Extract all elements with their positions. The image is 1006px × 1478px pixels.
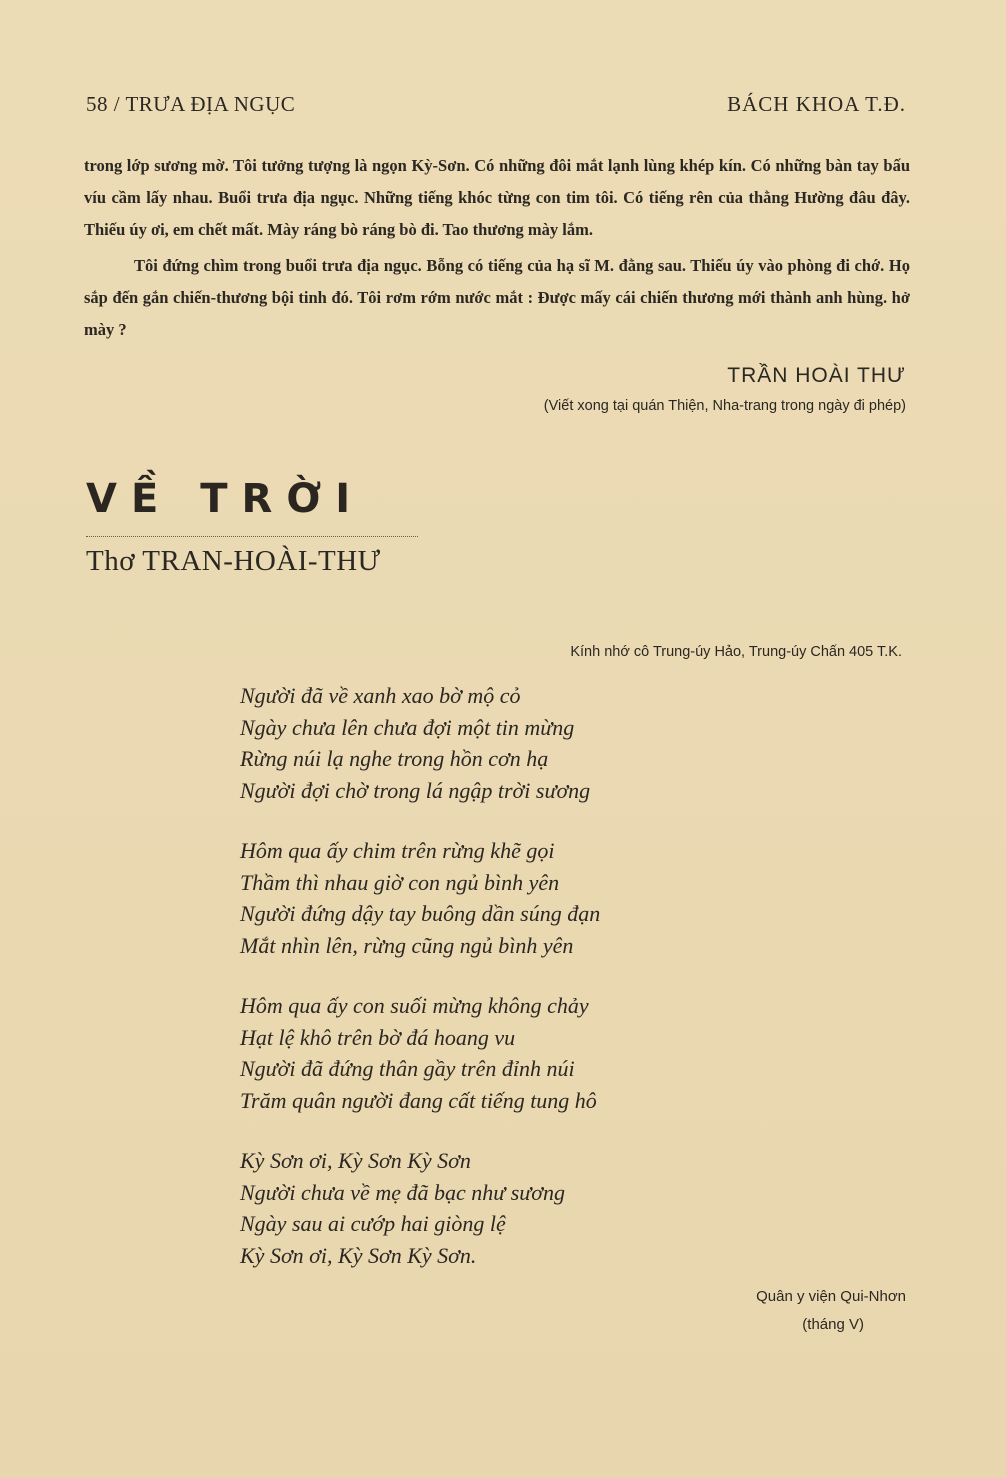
poem-line: Ngày chưa lên chưa đợi một tin mừng bbox=[240, 714, 575, 740]
poem-line: Hạt lệ khô trên bờ đá hoang vu bbox=[240, 1024, 516, 1050]
poem-stanza bbox=[240, 680, 600, 806]
poem-line: Hôm qua ấy con suối mừng không chảy bbox=[240, 993, 589, 1018]
story-signature bbox=[544, 364, 906, 414]
poem-signoff bbox=[756, 1283, 906, 1339]
poem-line: Người đã về xanh xao bờ mộ cỏ bbox=[240, 683, 521, 708]
writing-place: Quân y viện Qui-Nhơn bbox=[756, 1288, 906, 1305]
magazine-name: BÁCH KHOA T.Đ. bbox=[727, 92, 906, 116]
poem-byline: Thơ TRAN-HOÀI-THƯ bbox=[86, 545, 381, 577]
poem-line: Mắt nhìn lên, rừng cũng ngủ bình yên bbox=[240, 932, 574, 958]
poem-line: Ngày sau ai cướp hai giòng lệ bbox=[240, 1211, 506, 1236]
author-name: TRẦN HOÀI THƯ bbox=[727, 364, 906, 387]
poem-stanza bbox=[240, 1145, 600, 1271]
poem-body bbox=[240, 680, 600, 1300]
prose-paragraph: trong lớp sương mờ. Tôi tưởng tượng là ngọn Kỳ-Sơn. Có những đôi mắt lạnh lùng khép kín. Có những bàn tay bấu víu cầm lấy nhau. Buổi trưa địa ngục. Những tiếng khóc từng con tim tôi. Có tiếng rên của thằng Hường đâu đây. Thiếu úy ơi, em chết mất. Mày ráng bò ráng bò đi. Tao thương mày lắm. bbox=[84, 156, 910, 239]
poem-stanza bbox=[240, 835, 600, 961]
poem-stanza bbox=[240, 990, 600, 1116]
story-ending bbox=[84, 150, 910, 350]
poem-line: Người đã đứng thân gầy trên đỉnh núi bbox=[240, 1056, 575, 1081]
poem-line: Thầm thì nhau giờ con ngủ bình yên bbox=[240, 869, 560, 895]
poem-line: Người đợi chờ trong lá ngập trời sương bbox=[240, 777, 591, 803]
poem-line: Người đứng dậy tay buông dần súng đạn bbox=[240, 901, 601, 926]
page-number-and-section: 58 / TRƯA ĐỊA NGỤC bbox=[86, 92, 296, 116]
writing-note: (Viết xong tại quán Thiện, Nha-trang trong ngày đi phép) bbox=[543, 398, 906, 414]
poem-line: Hôm qua ấy chim trên rừng khẽ gọi bbox=[240, 838, 555, 863]
running-header bbox=[86, 92, 906, 122]
poem-line: Kỳ Sơn ơi, Kỳ Sơn Kỳ Sơn. bbox=[240, 1242, 477, 1268]
title-divider bbox=[86, 536, 418, 537]
writing-date: (tháng V) bbox=[802, 1316, 864, 1333]
poem-line: Trăm quân người đang cất tiếng tung hô bbox=[240, 1087, 597, 1113]
poem-line: Rừng núi lạ nghe trong hồn cơn hạ bbox=[240, 746, 549, 771]
poem-line: Người chưa về mẹ đã bạc như sương bbox=[240, 1179, 566, 1205]
poem-line: Kỳ Sơn ơi, Kỳ Sơn Kỳ Sơn bbox=[240, 1148, 471, 1173]
poem-dedication: Kính nhớ cô Trung-úy Hảo, Trung-úy Chấn 405 T.K. bbox=[570, 644, 902, 660]
poem-title: VỀ TRỜI bbox=[86, 476, 365, 522]
prose-paragraph: Tôi đứng chìm trong buổi trưa địa ngục. Bỗng có tiếng của hạ sĩ M. đằng sau. Thiếu úy vào phòng đi chớ. Họ sắp đến gắn chiến-thương bội tinh đó. Tôi rơm rớm nước mắt : Được mấy cái chiến thương mới thành anh hùng. hở mày ? bbox=[84, 256, 910, 339]
